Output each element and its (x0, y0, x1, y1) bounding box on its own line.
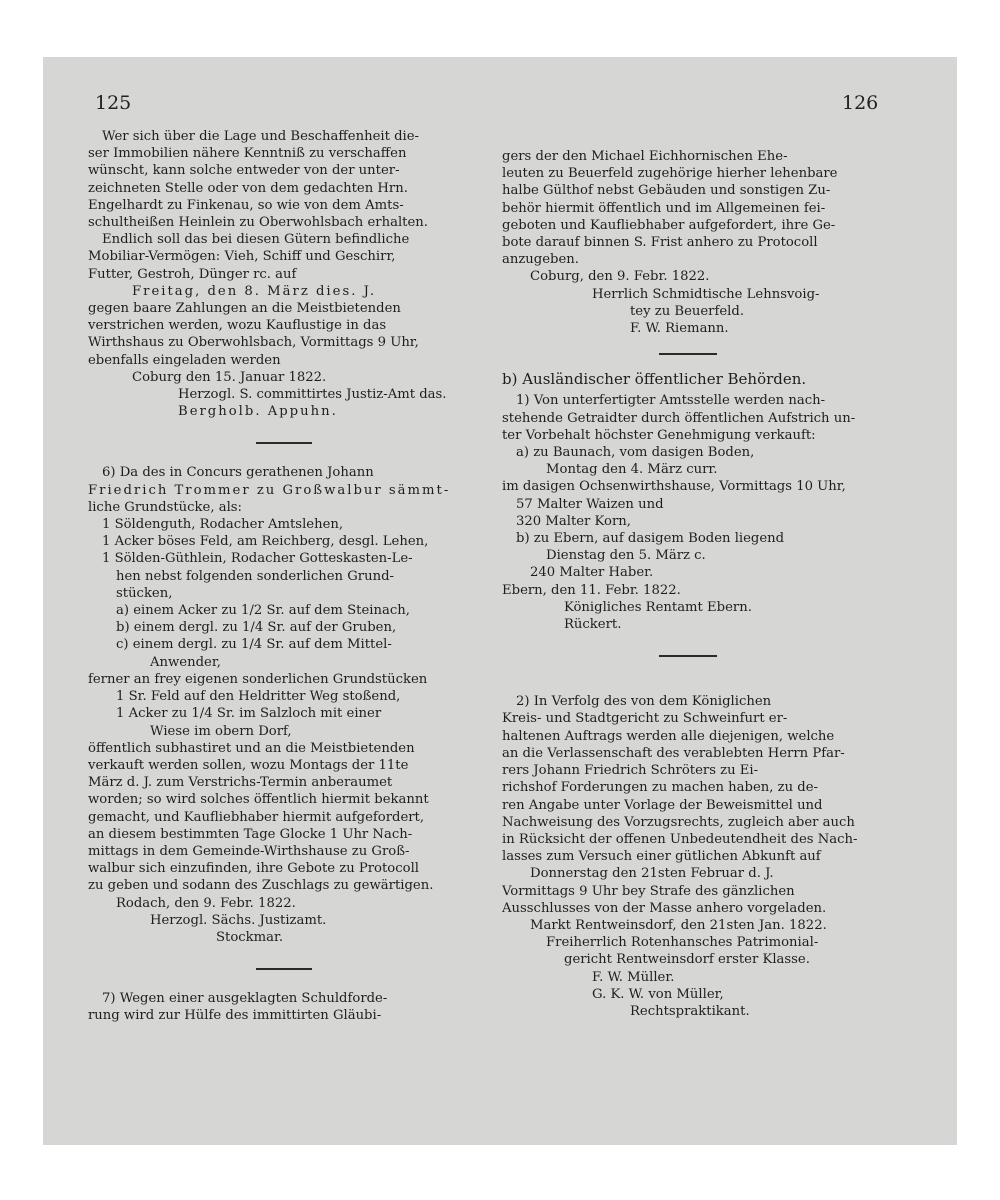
text-line: Ausschlusses von der Masse anhero vorgeladen. (502, 900, 827, 916)
signature: F. W. Müller. (592, 969, 675, 985)
right-column (502, 148, 874, 1020)
text-line: mittags in dem Gemeinde-Wirthshause zu Groß- (88, 843, 410, 859)
list-item: 1 Sölden-Güthlein, Rodacher Gotteskasten-Le- (102, 551, 413, 567)
text-line: verkauft werden sollen, wozu Montags der 11te (88, 757, 409, 773)
text-line: rers Johann Friedrich Schröters zu Ei- (502, 763, 759, 779)
left-column (88, 128, 480, 1025)
text-line: gemacht, und Kaufliebhaber hiermit aufgefordert, (88, 809, 425, 825)
text-line: Kreis- und Stadtgericht zu Schweinfurt er- (502, 711, 788, 727)
text-line: gegen baare Zahlungen an die Meistbietenden (88, 301, 401, 317)
text-line: öffentlich subhastiret und an die Meistbietenden (88, 740, 415, 756)
sale-date: Montag den 4. März curr. (546, 462, 718, 478)
text-line: Nachweisung des Vorzugsrechts, zugleich aber auch (502, 814, 855, 830)
notice-block-trommer (88, 464, 480, 946)
list-item: a) zu Baunach, vom dasigen Boden, (516, 445, 755, 461)
text-line: richshof Forderungen zu machen haben, zu de- (502, 780, 818, 796)
issuing-authority: Königliches Rentamt Ebern. (564, 599, 752, 615)
text-line: Wer sich über die Lage und Beschaffenheit die- (102, 129, 420, 144)
section-heading: b) Ausländischer öffentlicher Behörden. (502, 371, 807, 389)
place-date: Rodach, den 9. Febr. 1822. (116, 895, 296, 911)
section-divider (256, 442, 312, 444)
signatures: Bergholb. Appuhn. (178, 404, 338, 420)
text-line: an die Verlassenschaft des verablebten Herrn Pfar- (502, 745, 845, 761)
issuing-authority: tey zu Beuerfeld. (630, 303, 745, 319)
text-line: 1) Von unterfertigter Amtsstelle werden nach- (516, 393, 826, 409)
list-item: b) einem dergl. zu 1/4 Sr. auf der Gruben, (116, 620, 397, 636)
right-page-number: 126 (842, 92, 879, 114)
text-line: behör hiermit öffentlich und im Allgemeinen fei- (502, 200, 826, 216)
list-item: b) zu Ebern, auf dasigem Boden liegend (516, 531, 785, 547)
text-line: wünscht, kann solche entweder von der unter- (88, 163, 400, 179)
place-date: Coburg, den 9. Febr. 1822. (530, 269, 710, 285)
list-item: Anwender, (150, 654, 221, 670)
text-line: haltenen Auftrags werden alle diejenigen, welche (502, 728, 835, 744)
text-line: walbur sich einzufinden, ihre Gebote zu Protocoll (88, 861, 420, 877)
section-divider (659, 353, 717, 355)
list-item: 1 Söldenguth, Rodacher Amtslehen, (102, 517, 344, 533)
text-line: 2) In Verfolg des von dem Königlichen (516, 694, 772, 710)
text-line: Friedrich Trommer zu Großwalbur sämmt- (88, 482, 451, 498)
issuing-authority: Freiherrlich Rotenhansches Patrimonial- (546, 935, 819, 951)
notice-block-immobilien (88, 128, 480, 420)
list-item: hen nebst folgenden sonderlichen Grund- (116, 568, 394, 584)
text-line: worden; so wird solches öffentlich hiermit bekannt (88, 792, 429, 808)
signature: F. W. Riemann. (630, 321, 729, 337)
text-line: stehende Getraidter durch öffentlichen Aufstrich un- (502, 410, 856, 426)
text-line: ser Immobilien nähere Kenntniß zu verschaffen (88, 146, 407, 162)
text-line: bote darauf binnen S. Frist anhero zu Protocoll (502, 235, 818, 251)
text-line: ebenfalls eingeladen werden (88, 352, 281, 368)
section-divider (256, 968, 312, 970)
notice-block-schroeter (502, 693, 874, 1020)
text-line: lasses zum Versuch einer gütlichen Abkunft auf (502, 849, 821, 865)
text-line: liche Grundstücke, als: (88, 499, 242, 515)
text-line: zeichneten Stelle oder von dem gedachten Hrn. (88, 180, 408, 196)
signature-title: Rechtspraktikant. (630, 1003, 750, 1019)
list-item: Wiese im obern Dorf, (150, 723, 292, 739)
text-line: anzugeben. (502, 252, 579, 268)
list-item: 320 Malter Korn, (516, 513, 631, 529)
text-line: März d. J. zum Verstrichs-Termin anberaumet (88, 775, 393, 791)
list-item: c) einem dergl. zu 1/4 Sr. auf dem Mittel- (116, 637, 392, 653)
issuing-authority: Herzogl. S. committirtes Justiz-Amt das. (178, 387, 447, 403)
text-line: leuten zu Beuerfeld zugehörige hierher lehenbare (502, 166, 838, 182)
text-line: halbe Gülthof nebst Gebäuden und sonstigen Zu- (502, 183, 831, 199)
notice-block-eichhorn (502, 148, 874, 337)
list-item: 57 Malter Waizen und (516, 496, 664, 512)
issuing-authority: Herzogl. Sächs. Justizamt. (150, 912, 327, 928)
list-item: 1 Acker böses Feld, am Reichberg, desgl. Lehen, (102, 534, 429, 550)
notice-block-getraide (502, 392, 874, 633)
signature: Stockmar. (216, 929, 284, 945)
text-line: Endlich soll das bei diesen Gütern befindliche (102, 232, 410, 248)
issuing-authority: Herrlich Schmidtische Lehnsvoig- (592, 286, 820, 302)
place-date: Ebern, den 11. Febr. 1822. (502, 582, 681, 598)
text-line: im dasigen Ochsenwirthshause, Vormittags 10 Uhr, (502, 479, 846, 495)
list-item: 1 Sr. Feld auf den Heldritter Weg stoßend, (116, 689, 401, 705)
notice-block-schuldforderung (88, 990, 480, 1024)
text-line: Engelhardt zu Finkenau, so wie von dem Amts- (88, 197, 404, 213)
summons-date: Donnerstag den 21sten Februar d. J. (530, 866, 774, 882)
text-line: geboten und Kaufliebhaber aufgefordert, ihre Ge- (502, 217, 836, 233)
text-line: gers der den Michael Eichhornischen Ehe- (502, 149, 788, 164)
issuing-authority: gericht Rentweinsdorf erster Klasse. (564, 952, 810, 968)
text-line: ren Angabe unter Vorlage der Beweismittel und (502, 797, 823, 813)
sale-date: Dienstag den 5. März c. (546, 548, 706, 564)
text-line: schultheißen Heinlein zu Oberwohlsbach erhalten. (88, 215, 428, 231)
section-divider (659, 655, 717, 657)
signature: Rückert. (564, 617, 622, 633)
text-line: zu geben und sodann des Zuschlags zu gewärtigen. (88, 878, 434, 894)
text-line: Futter, Gestroh, Dünger rc. auf (88, 266, 297, 282)
text-line: an diesem bestimmten Tage Glocke 1 Uhr Nach- (88, 826, 413, 842)
text-line: 6) Da des in Concurs gerathenen Johann (102, 465, 374, 481)
place-date: Coburg den 15. Januar 1822. (132, 369, 327, 385)
list-item: 1 Acker zu 1/4 Sr. im Salzloch mit einer (116, 706, 382, 722)
list-item: a) einem Acker zu 1/2 Sr. auf dem Steinach, (116, 603, 410, 619)
text-line: 7) Wegen einer ausgeklagten Schuldforde- (102, 991, 388, 1007)
text-line: ferner an frey eigenen sonderlichen Grundstücken (88, 671, 428, 687)
left-page-number: 125 (95, 92, 132, 114)
text-line: ter Vorbehalt höchster Genehmigung verkauft: (502, 427, 816, 443)
text-line: in Rücksicht der offenen Unbedeutendheit des Nach- (502, 831, 858, 847)
text-line: Wirthshaus zu Oberwohlsbach, Vormittags 9 Uhr, (88, 335, 419, 351)
text-line: Mobiliar-Vermögen: Vieh, Schiff und Geschirr, (88, 249, 396, 265)
text-line: rung wird zur Hülfe des immittirten Gläubi- (88, 1008, 382, 1024)
place-date: Markt Rentweinsdorf, den 21sten Jan. 1822. (530, 917, 827, 933)
auction-date: Freitag, den 8. März dies. J. (132, 283, 377, 299)
text-line: Vormittags 9 Uhr bey Strafe des gänzlichen (502, 883, 795, 899)
list-item: stücken, (116, 585, 173, 601)
signature: G. K. W. von Müller, (592, 986, 724, 1002)
text-line: verstrichen werden, wozu Kauflustige in das (88, 318, 387, 334)
list-item: 240 Malter Haber. (530, 565, 654, 581)
